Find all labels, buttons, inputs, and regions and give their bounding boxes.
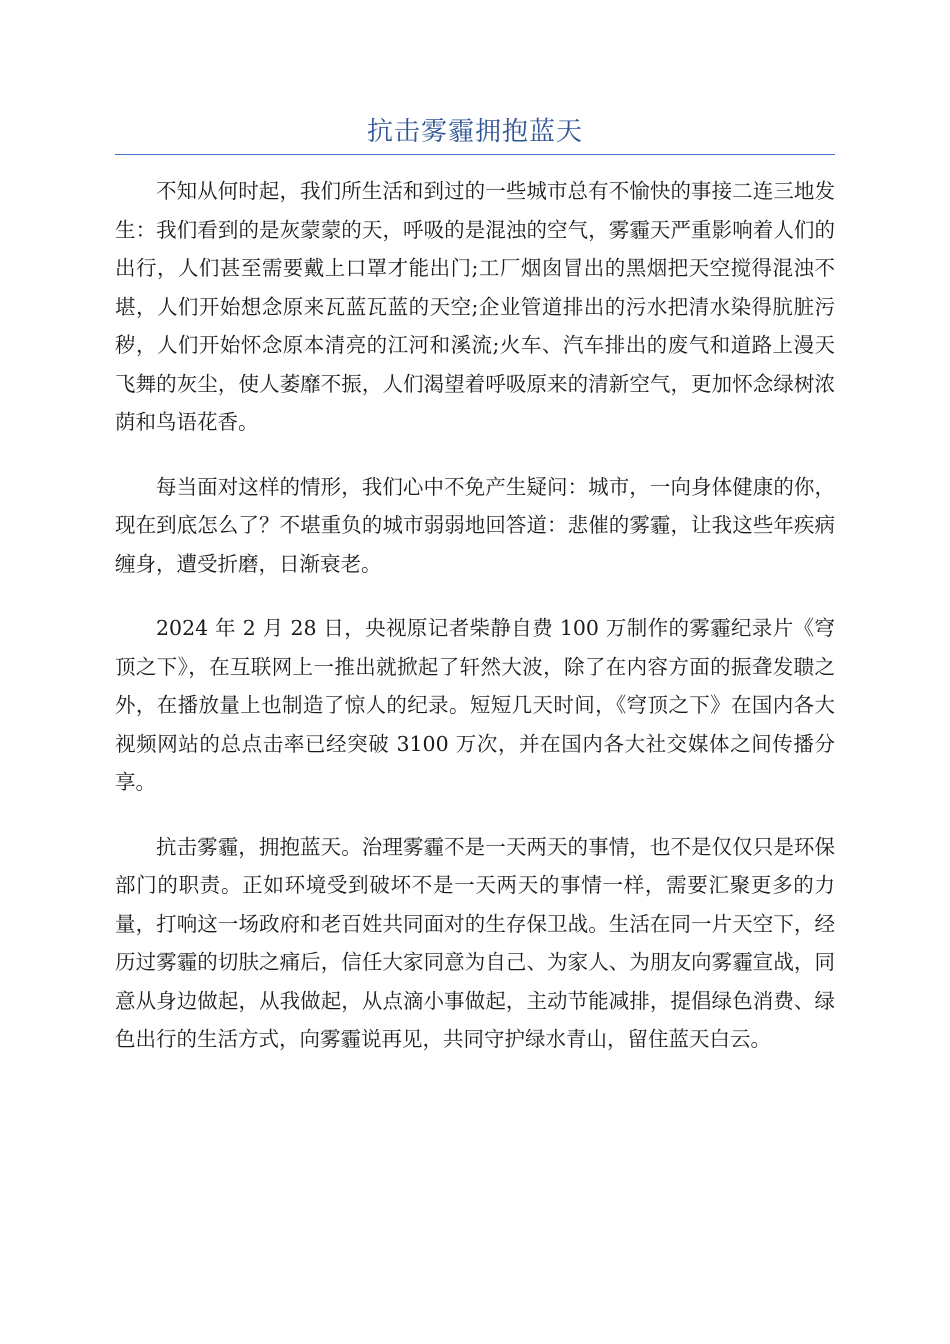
page-title: 抗击雾霾拥抱蓝天 <box>366 117 583 147</box>
document-body <box>115 172 835 1085</box>
paragraph-3: 2024 年 2 月 28 日，央视原记者柴静自费 100 万制作的雾霾纪录片《穹顶之下》，在互联网上一推出就掀起了轩然大波，除了在内容方面的振聋发聩之外，在播放量上也制造了惊人的纪录。短短几天时间，《穹顶之下》在国内各大视频网站的总点击率已经突破 3100 万次，并在国内各大社交媒体之间传播分享。 <box>115 616 835 794</box>
paragraph-4: 抗击雾霾，拥抱蓝天。治理雾霾不是一天两天的事情，也不是仅仅只是环保部门的职责。正如环境受到破坏不是一天两天的事情一样，需要汇聚更多的力量，打响这一场政府和老百姓共同面对的生存保卫战。生活在同一片天空下，经历过雾霾的切肤之痛后，信任大家同意为自己、为家人、为朋友向雾霾宣战，同意从身边做起，从我做起，从点滴小事做起，主动节能减排，提倡绿色消费、绿色出行的生活方式，向雾霾说再见，共同守护绿水青山，留住蓝天白云。 <box>115 834 835 1051</box>
paragraph-1: 不知从何时起，我们所生活和到过的一些城市总有不愉快的事接二连三地发生：我们看到的是灰蒙蒙的天，呼吸的是混浊的空气，雾霾天严重影响着人们的出行，人们甚至需要戴上口罩才能出门;工厂烟囱冒出的黑烟把天空搅得混浊不堪，人们开始想念原来瓦蓝瓦蓝的天空;企业管道排出的污水把清水染得肮脏污秽，人们开始怀念原本清亮的江河和溪流;火车、汽车排出的废气和道路上漫天飞舞的灰尘，使人萎靡不振，人们渴望着呼吸原来的清新空气，更加怀念绿树浓荫和鸟语花香。 <box>115 179 835 434</box>
paragraph-2: 每当面对这样的情形，我们心中不免产生疑问：城市，一向身体健康的你，现在到底怎么了？不堪重负的城市弱弱地回答道：悲催的雾霾，让我这些年疾病缠身，遭受折磨，日渐衰老。 <box>115 474 835 576</box>
title-underline <box>115 154 835 155</box>
